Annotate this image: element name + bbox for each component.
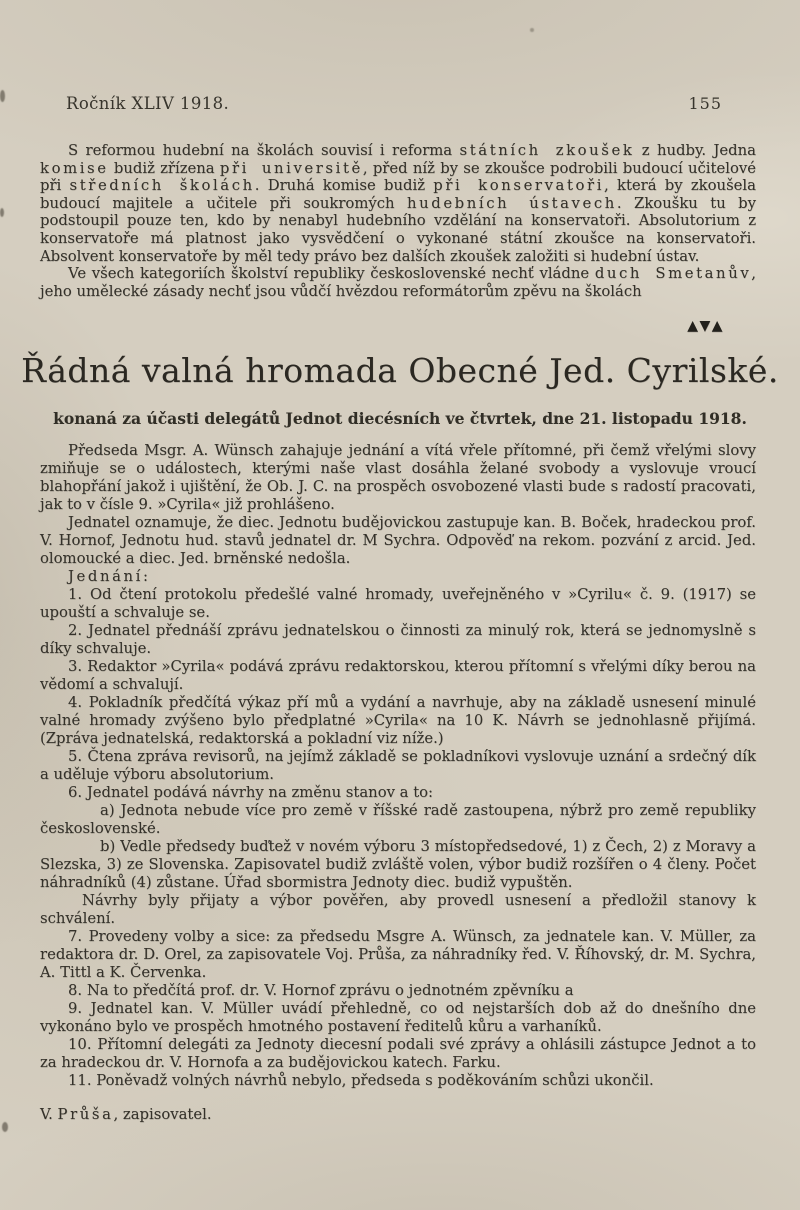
minutes-item-8 bbox=[40, 982, 756, 1000]
signature bbox=[40, 1106, 756, 1124]
article-title: Řádná valná hromada Obecné Jed. Cyrilské. bbox=[21, 351, 779, 390]
text-run: a) Jednota nebude více pro země v říšské radě zastoupena, nýbrž pro země republiky československé. bbox=[40, 802, 756, 837]
text-run: 8. Na to předčítá prof. dr. V. Hornof zprávu o jednotném zpěvníku a bbox=[68, 982, 574, 999]
emphasized-text: komise bbox=[40, 159, 109, 177]
text-run: z hudby. Jedna bbox=[634, 142, 756, 159]
text-run: b) Vedle předsedy buďtež v novém výboru 3 místopředsedové, 1) z Čech, 2) z Moravy a Slezska, 3) ze Slovenska. Zapisovatel budiž zvláště volen, výbor budiž rozšířen o 4 členy. Počet náhradníků (4) zůstane. Úřad sbormistra Jednoty diec. budiž vypuštěn. bbox=[40, 838, 756, 891]
text-run: Jednatel oznamuje, že diec. Jednotu budějovickou zastupuje kan. B. Boček, hradeckou prof. V. Hornof, Jednotu hud. stavů jednatel dr. M Sychra. Odpověď na rekom. pozvání z arcid. Jed. olomoucké a diec. Jed. brněnské nedošla. bbox=[40, 514, 756, 567]
text-run: 3. Redaktor »Cyrila« podává zprávu redaktorskou, kterou přítomní s vřelými díky berou na vědomí a schvalují. bbox=[40, 658, 756, 693]
emphasized-text: při konservatoři bbox=[433, 177, 605, 195]
text-run: 7. Provedeny volby a sice: za předsedu Msgre A. Wünsch, za jednatele kan. V. Müller, za redaktora dr. D. Orel, za zapisovatele Voj. Průša, za náhradníky řed. V. Říhovský, dr. M. Sychra, A. Tittl a K. Červenka. bbox=[40, 928, 756, 981]
paper-speck bbox=[0, 208, 4, 217]
text-run: , před níž by se zkoušce podrobili budoucí učitelové při bbox=[40, 159, 756, 195]
emphasized-text: Průša bbox=[57, 1106, 114, 1123]
text-run: 5. Čtena zpráva revisorů, na jejímž základě se pokladníkovi vyslovuje uznání a srdečný dík a uděluje výboru absolutorium. bbox=[40, 748, 756, 783]
text-run: Předseda Msgr. A. Wünsch zahajuje jednání a vítá vřele přítomné, při čemž vřelými slovy zmiňuje se o událostech, kterými naše vlast dosáhla želané svobody a vyslovuje vroucí blahopřání jakož i ujištění, že Ob. J. C. na prospěch osvobozené vlasti bude s radostí pracovati, jak to v čísle 9. »Cyrila« již prohlášeno. bbox=[40, 442, 756, 513]
emphasized-text: středních školách bbox=[69, 177, 255, 195]
minutes-agenda-heading bbox=[40, 568, 756, 586]
emphasized-text: státních zkoušek bbox=[459, 142, 635, 159]
text-run: budiž zřízena bbox=[108, 159, 220, 177]
minutes-item-7 bbox=[40, 928, 756, 982]
minutes-item-1 bbox=[40, 586, 756, 622]
minutes-opening bbox=[40, 442, 756, 514]
minutes-item-11 bbox=[40, 1072, 756, 1090]
paper-speck bbox=[2, 1122, 8, 1132]
text-run: Návrhy byly přijaty a výbor pověřen, aby provedl usnesení a předložil stanovy k schválení. bbox=[40, 892, 756, 927]
text-run: . Zkoušku tu by podstoupil pouze ten, kdo by nenabyl hudebního vzdělání na konservatoři. Absolutorium z konservatoře má platnost jako vysvědčení o vykonané státní zkoušce na konservatoři. Absolvent konservatoře by měl tedy právo bez dalších zkoušek založiti si hudební ústav. bbox=[40, 194, 757, 265]
minutes-resolution bbox=[40, 892, 756, 928]
article-subtitle: konaná za účasti delegátů Jednot diecésních ve čtvrtek, dne 21. listopadu 1918. bbox=[53, 409, 747, 428]
text-run: 10. Přítomní delegáti za Jednoty diecesní podali své zprávy a ohlásili zástupce Jednot a to za hradeckou dr. V. Hornofa a za budějovickou katech. Farku. bbox=[40, 1036, 756, 1071]
paper-speck bbox=[530, 28, 534, 32]
emphasized-text: Jednání: bbox=[68, 568, 151, 585]
text-run: , zapisovatel. bbox=[113, 1106, 212, 1123]
text-run: 2. Jednatel přednáší zprávu jednatelskou o činnosti za minulý rok, která se jednomyslně s díky schvaluje. bbox=[40, 622, 756, 657]
text-run: V. bbox=[40, 1106, 58, 1123]
minutes-delegates bbox=[40, 514, 756, 568]
text-run: Ve všech kategoriích školství republiky československé nechť vládne bbox=[68, 265, 595, 283]
text-run: 9. Jednatel kan. V. Müller uvádí přehledně, co od nejstarších dob až do dnešního dne vykonáno bylo ve prospěch hmotného postavení ředitelů kůru a varhaníků. bbox=[40, 1000, 756, 1035]
text-run: 4. Pokladník předčítá výkaz pří mů a vydání a navrhuje, aby na základě usnesení minulé valné hromady zvýšeno bylo předplatné »Cyrila« na 10 K. Návrh se jednohlasně přijímá. (Zpráva jednatelská, redaktorská a pokladní viz níže.) bbox=[40, 694, 756, 747]
minutes-item-6a bbox=[40, 802, 756, 838]
text-run: S reformou hudební na školách souvisí i reforma bbox=[68, 142, 460, 159]
text-run: , která by zkoušela budoucí majitele a učitele při soukromých bbox=[40, 177, 756, 212]
text-run: 6. Jednatel podává návrhy na změnu stanov a to: bbox=[68, 784, 434, 801]
minutes-item-9 bbox=[40, 1000, 756, 1036]
meeting-minutes-body bbox=[40, 442, 756, 1124]
emphasized-text: hudebních ústavech bbox=[406, 194, 617, 212]
emphasized-text: při universitě bbox=[219, 159, 363, 177]
minutes-item-5 bbox=[40, 748, 756, 784]
text-run: , jeho umělecké zásady nechť jsou vůdčí hvězdou reformátorům zpěvu na školách bbox=[40, 265, 756, 300]
minutes-item-4 bbox=[40, 694, 756, 748]
minutes-item-3 bbox=[40, 658, 756, 694]
text-run: . Druhá komise budiž bbox=[254, 177, 434, 195]
minutes-item-6 bbox=[40, 784, 756, 802]
volume-label: Ročník XLIV 1918. bbox=[66, 94, 230, 113]
running-header bbox=[66, 94, 740, 113]
text-run: 1. Od čtení protokolu předešlé valné hromady, uveřejněného v »Cyrilu« č. 9. (1917) se upouští a schvaluje se. bbox=[40, 586, 756, 621]
paper-speck bbox=[0, 90, 5, 102]
text-run: 11. Poněvadž volných návrhů nebylo, předseda s poděkováním schůzi ukončil. bbox=[68, 1072, 654, 1089]
minutes-item-10 bbox=[40, 1036, 756, 1072]
minutes-item-6b bbox=[40, 838, 756, 892]
previous-article-continuation bbox=[40, 142, 756, 300]
intro-paragraph-1 bbox=[40, 142, 756, 265]
minutes-item-2 bbox=[40, 622, 756, 658]
section-divider-triangles-icon: ▲▼▲ bbox=[687, 318, 724, 334]
page-number: 155 bbox=[688, 94, 722, 113]
intro-paragraph-2 bbox=[40, 265, 756, 300]
emphasized-text: duch Smetanův bbox=[594, 265, 752, 283]
